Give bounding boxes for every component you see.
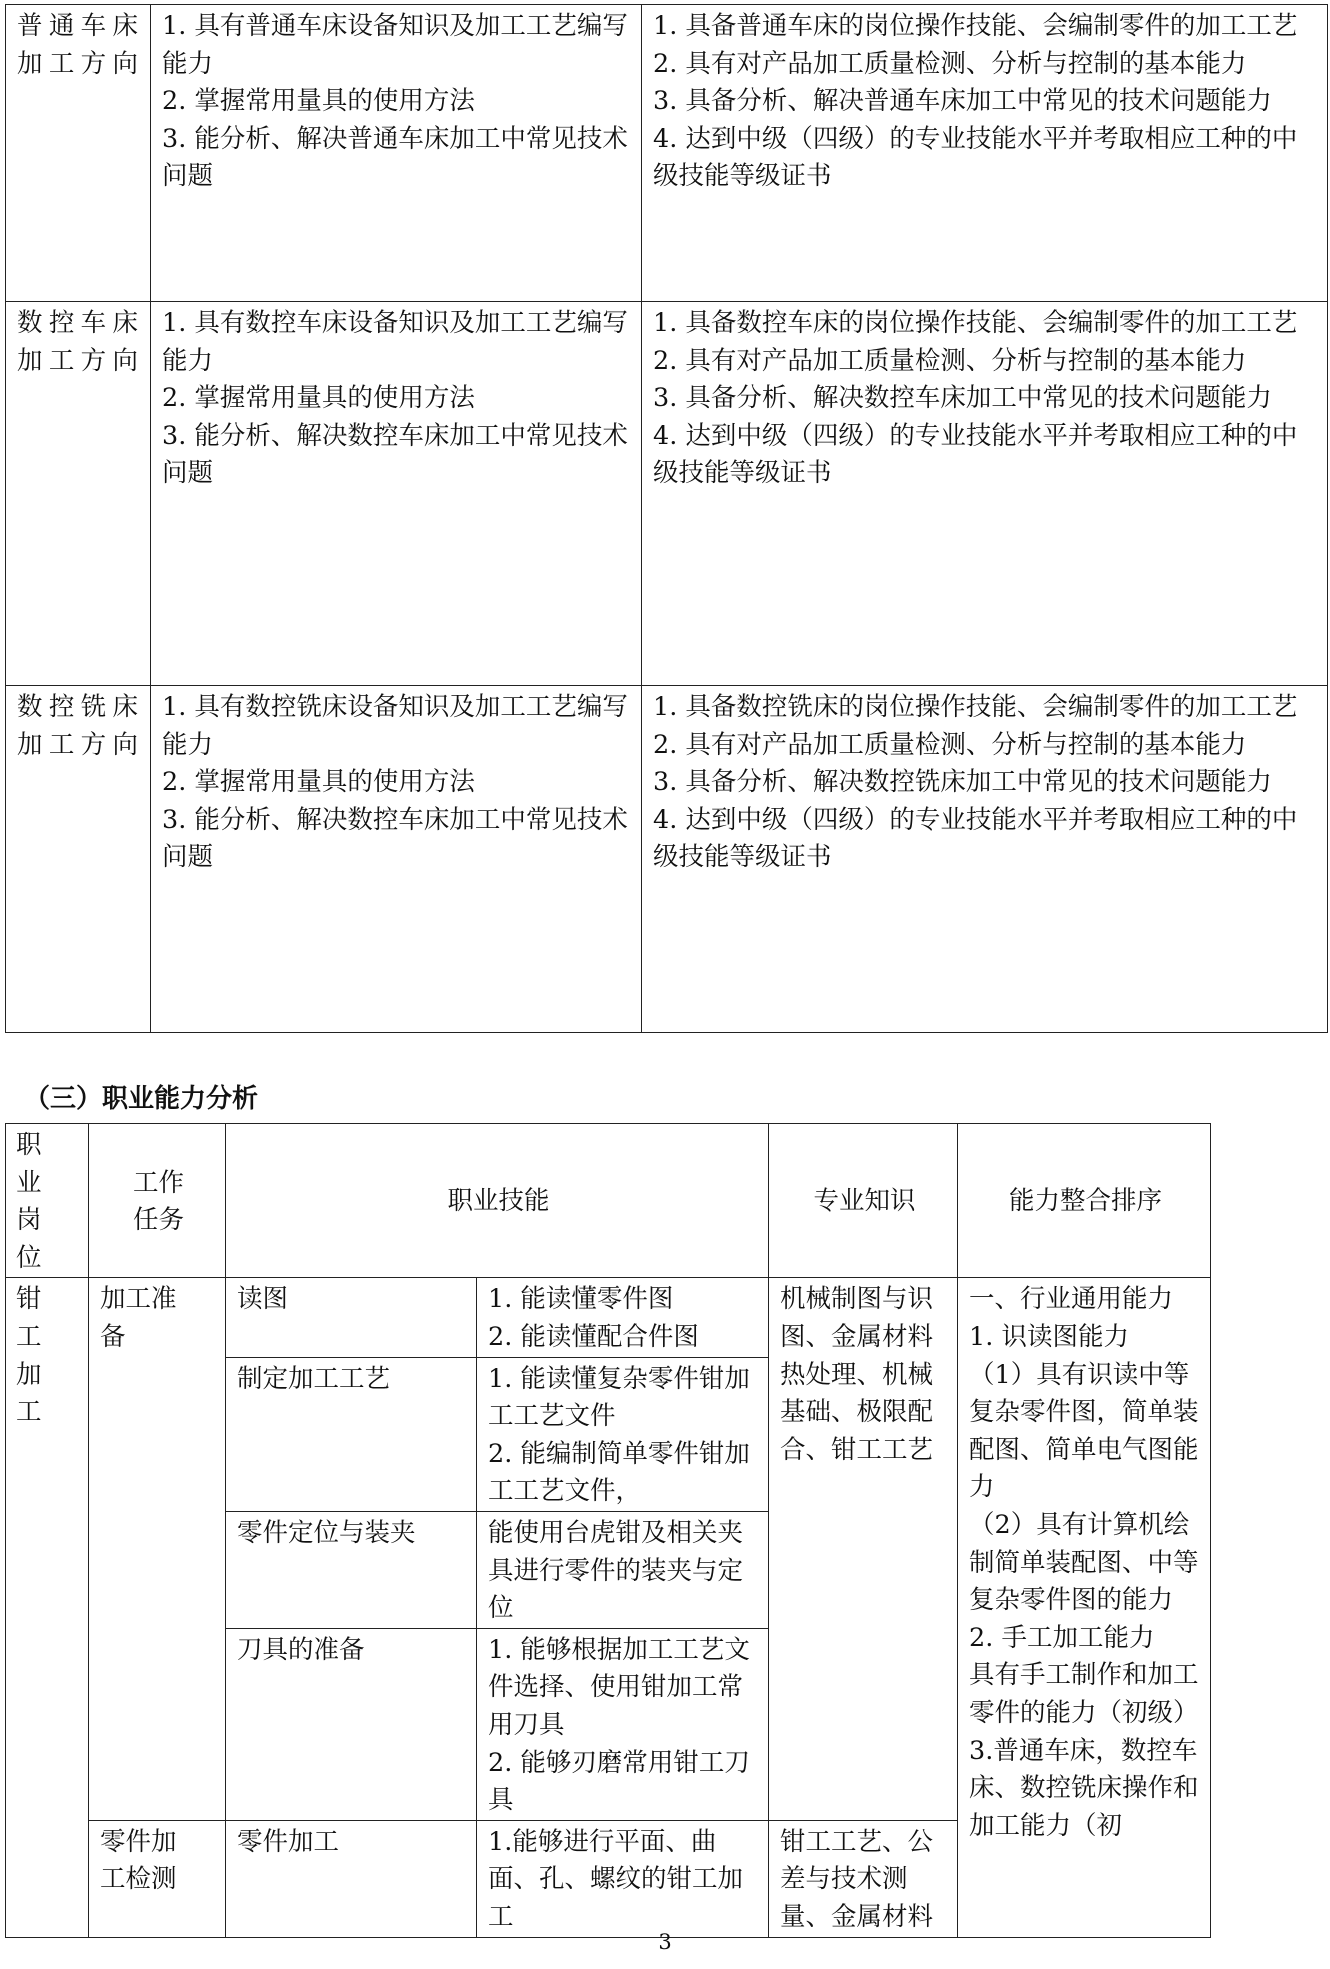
skill-name-cell: 刀具的准备 — [226, 1628, 477, 1820]
knowledge-cell: 钳工工艺、公差与技术测量、金属材料 — [769, 1820, 958, 1937]
knowledge-cell: 1. 具有数控车床设备知识及加工工艺编写能力 2. 掌握常用量具的使用方法 3. 能分析、解决数控车床加工中常见技术问题 — [151, 302, 642, 686]
table-header-row — [6, 1124, 1211, 1278]
table-row — [6, 302, 1328, 686]
skills-cell: 1. 具备数控车床的岗位操作技能、会编制零件的加工工艺 2. 具有对产品加工质量检测、分析与控制的基本能力 3. 具备分析、解决数控车床加工中常见的技术问题能力 4. 达到中级（四级）的专业技能水平并考取相应工种的中级技能等级证书 — [642, 302, 1328, 686]
header-knowledge: 专业知识 — [769, 1124, 958, 1278]
header-task: 工作 任务 — [89, 1124, 226, 1278]
skill-name-cell: 制定加工工艺 — [226, 1357, 477, 1511]
page-number: 3 — [658, 1930, 672, 1954]
skill-detail-cell: 1.能够进行平面、曲面、孔、螺纹的钳工加工 — [477, 1820, 769, 1937]
ranking-cell: 一、行业通用能力 1. 识读图能力 （1）具有识读中等复杂零件图，简单装配图、简单电气图能力 （2）具有计算机绘制简单装配图、中等复杂零件图的能力 2. 手工加工能力 具有手工制作和加工零件的能力（初级） 3.普通车床，数控车床、数控铣床操作和加工能力（初 — [958, 1278, 1211, 1937]
section-title: （三）职业能力分析 — [24, 1084, 259, 1114]
header-skill: 职业技能 — [226, 1124, 769, 1278]
skill-name-cell: 读图 — [226, 1278, 477, 1357]
skills-cell: 1. 具备数控铣床的岗位操作技能、会编制零件的加工工艺 2. 具有对产品加工质量检测、分析与控制的基本能力 3. 具备分析、解决数控铣床加工中常见的技术问题能力 4. 达到中级（四级）的专业技能水平并考取相应工种的中级技能等级证书 — [642, 686, 1328, 1033]
table-row — [6, 5, 1328, 302]
skills-cell: 1. 具备普通车床的岗位操作技能、会编制零件的加工工艺 2. 具有对产品加工质量检测、分析与控制的基本能力 3. 具备分析、解决普通车床加工中常见的技术问题能力 4. 达到中级（四级）的专业技能水平并考取相应工种的中级技能等级证书 — [642, 5, 1328, 302]
skill-detail-cell: 能使用台虎钳及相关夹具进行零件的装夹与定位 — [477, 1511, 769, 1628]
position-cell: 普通车床加工方向 — [6, 5, 151, 302]
skill-name-cell: 零件定位与装夹 — [226, 1511, 477, 1628]
table-row — [6, 1278, 1211, 1357]
knowledge-cell: 1. 具有普通车床设备知识及加工工艺编写能力 2. 掌握常用量具的使用方法 3. 能分析、解决普通车床加工中常见技术问题 — [151, 5, 642, 302]
table-row — [6, 686, 1328, 1033]
skill-detail-cell: 1. 能读懂复杂零件钳加工工艺文件 2. 能编制简单零件钳加工工艺文件， — [477, 1357, 769, 1511]
skill-detail-cell: 1. 能够根据加工工艺文件选择、使用钳加工常用刀具 2. 能够刃磨常用钳工刀具 — [477, 1628, 769, 1820]
header-ranking: 能力整合排序 — [958, 1124, 1211, 1278]
knowledge-cell: 机械制图与识图、金属材料热处理、机械基础、极限配合、钳工工艺 — [769, 1278, 958, 1820]
header-post: 职 业 岗 位 — [6, 1124, 89, 1278]
skill-name-cell: 零件加工 — [226, 1820, 477, 1937]
position-cell: 数控车床加工方向 — [6, 302, 151, 686]
task-cell: 零件加 工检测 — [89, 1820, 226, 1937]
ability-analysis-table — [5, 1123, 1211, 1938]
post-cell: 钳 工 加 工 — [6, 1278, 89, 1937]
training-direction-table — [5, 4, 1328, 1033]
knowledge-cell: 1. 具有数控铣床设备知识及加工工艺编写能力 2. 掌握常用量具的使用方法 3. 能分析、解决数控车床加工中常见技术问题 — [151, 686, 642, 1033]
task-cell: 加工准 备 — [89, 1278, 226, 1820]
skill-detail-cell: 1. 能读懂零件图 2. 能读懂配合件图 — [477, 1278, 769, 1357]
position-cell: 数控铣床加工方向 — [6, 686, 151, 1033]
